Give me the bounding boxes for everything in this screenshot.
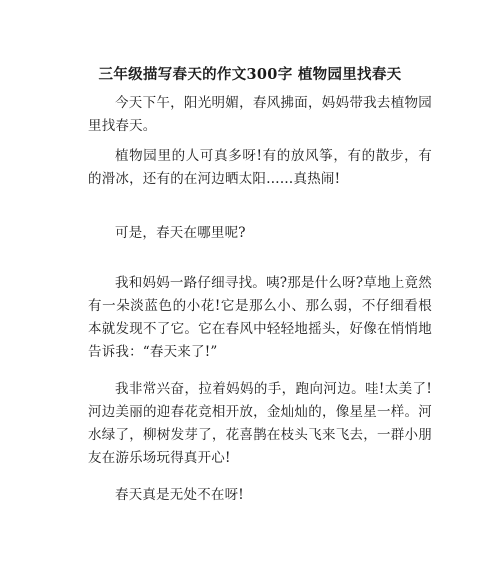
paragraph-2: 植物园里的人可真多呀!有的放风筝，有的散步，有的滑冰，还有的在河边晒太阳……真热闹!: [88, 148, 432, 187]
paragraph-5: 我非常兴奋，拉着妈妈的手，跑向河边。哇!太美了!河边美丽的迎春花竞相开放，金灿灿的，像星星一样。河水绿了，柳树发芽了，花喜鹊在枝头飞来飞去，一群小朋友在游乐场玩得真开心!: [88, 381, 432, 466]
document-title: 三年级描写春天的作文300字 植物园里找春天: [98, 66, 402, 83]
paragraph-6: 春天真是无处不在呀!: [115, 487, 244, 503]
paragraph-3: 可是，春天在哪里呢?: [115, 225, 246, 241]
paragraph-4: 我和妈妈一路仔细寻找。咦?那是什么呀?草地上竟然有一朵淡蓝色的小花!它是那么小、那么弱，不仔细看根本就发现不了它。它在春风中轻轻地摇头，好像在悄悄地告诉我：“春天来了!”: [88, 275, 432, 360]
paragraph-1: 今天下午，阳光明媚，春风拂面，妈妈带我去植物园里找春天。: [88, 95, 432, 134]
